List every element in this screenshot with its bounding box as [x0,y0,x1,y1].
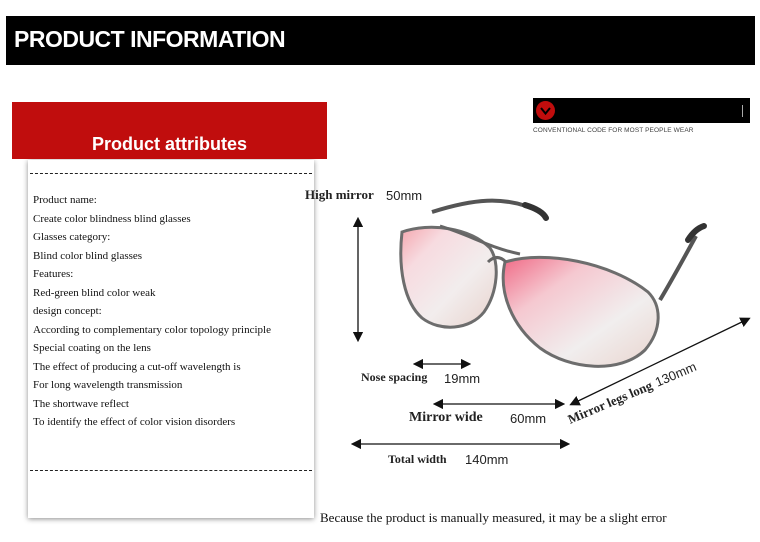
mirror-legs-label: Mirror legs long [565,377,655,427]
total-width-label: Total width [388,452,447,466]
list-item: The shortwave reflect [33,397,129,410]
high-mirror-label: High mirror [305,187,374,202]
nose-spacing-label: Nose spacing [361,370,428,384]
list-item: According to complementary color topology principle [33,323,271,336]
list-item: Red-green blind color weak [33,286,156,299]
list-item: To identify the effect of color vision disorders [33,416,236,428]
list-item: Features: [33,268,74,280]
attributes-title: Product attributes [91,134,247,154]
list-item: Blind color blind glasses [33,249,143,262]
list-item: For long wavelength transmission [33,379,183,391]
list-item: Create color blindness blind glasses [33,212,191,225]
nose-bridge [488,258,506,263]
total-width-value: 140mm [465,452,509,467]
list-item: Product name: [33,194,97,206]
badge-caption: CONVENTIONAL CODE FOR MOST PEOPLE WEAR [533,127,694,134]
mirror-legs-value: 130mm [652,358,699,390]
high-mirror-value: 50mm [386,188,423,203]
measurement-footnote: Because the product is manually measured, it may be a slight error [320,510,667,525]
right-lens [503,257,658,366]
list-item: Glasses category: [33,231,111,243]
nose-spacing-value: 19mm [444,371,481,386]
list-item: design concept: [33,305,102,317]
right-temple [660,236,696,300]
list-item: The effect of producing a cut-off wavelength is [33,360,241,373]
list-item: Special coating on the lens [33,342,151,354]
mirror-wide-label: Mirror wide [409,410,483,425]
mirror-wide-value: 60mm [510,411,547,426]
page-title: PRODUCT INFORMATION [14,26,286,52]
left-temple-tip [525,205,546,218]
